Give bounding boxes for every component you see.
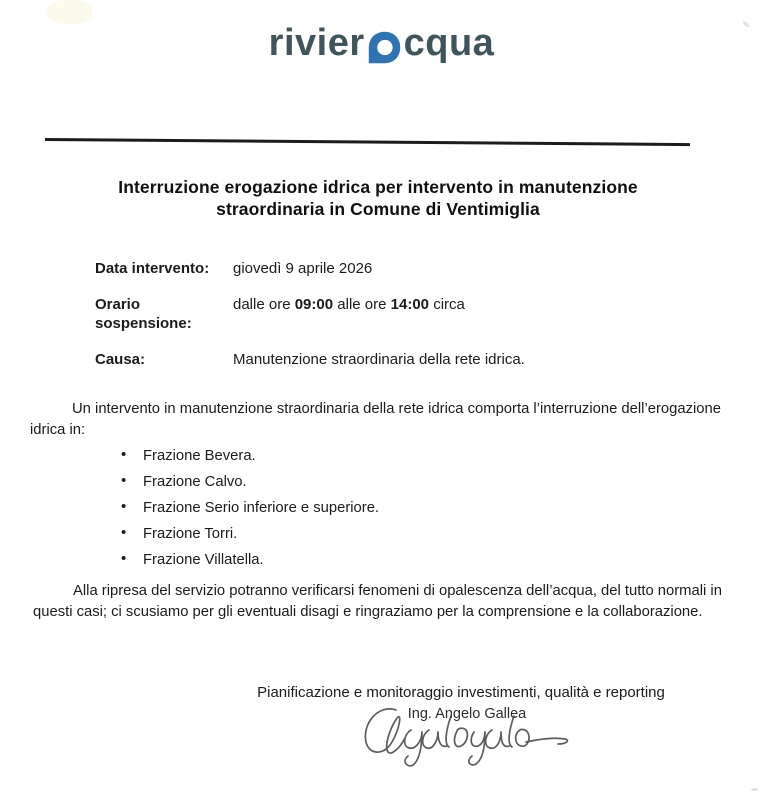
end-time: 14:00: [390, 296, 430, 313]
water-drop-a-icon: [366, 29, 403, 66]
bullet-icon: •: [121, 472, 127, 489]
bullet-icon: •: [121, 550, 127, 567]
field-label: Orario sospensione:: [95, 296, 192, 332]
field-row-causa: [95, 350, 525, 369]
value-text: circa: [433, 296, 465, 313]
closing-paragraph: Alla ripresa del servizio potranno verificarsi fenomeni di opalescenza dell’acqua, del tutto normali in questi casi; ci scusiamo per gli eventuali disagi e ringraziamo per la comprensione e la collaborazione.: [33, 583, 722, 620]
header-divider: [45, 138, 690, 146]
list-item-label: Frazione Serio inferiore e superiore.: [143, 500, 380, 516]
value-text: alle ore: [337, 296, 387, 313]
document-title: Interruzione erogazione idrica per intervento in manutenzione straordinaria in Comune di Ventimiglia: [118, 177, 638, 219]
field-value: Manutenzione straordinaria della rete idrica.: [233, 351, 525, 368]
value-text: dalle ore: [233, 296, 291, 313]
bullet-icon: •: [121, 524, 127, 541]
field-value: giovedì 9 aprile 2026: [233, 260, 373, 277]
list-item-label: Frazione Bevera.: [143, 448, 256, 464]
logo-text-before: rivier: [268, 22, 365, 64]
list-item-label: Frazione Torri.: [143, 526, 238, 542]
list-item: [121, 550, 379, 568]
details-section: [95, 259, 525, 386]
field-label: Causa:: [95, 351, 146, 368]
scan-artifact: [751, 788, 758, 791]
field-row-data-intervento: [95, 259, 525, 278]
intro-paragraph: Un intervento in manutenzione straordinaria della rete idrica comporta l’interruzione dell’erogazione idrica in:: [30, 401, 721, 438]
list-item: [121, 524, 379, 542]
list-item-label: Frazione Villatella.: [143, 552, 264, 568]
bullet-icon: •: [121, 446, 127, 463]
brand-logo: [0, 22, 763, 65]
list-item-label: Frazione Calvo.: [143, 474, 247, 490]
start-time: 09:00: [294, 296, 334, 313]
list-item: [121, 446, 379, 464]
field-value: [233, 295, 465, 333]
list-item: [121, 498, 380, 516]
signer-name: Ing. Angelo Gallea: [407, 706, 527, 722]
list-item: [121, 472, 379, 490]
field-row-orario-sospensione: [95, 295, 525, 333]
handwritten-signature-icon: [356, 698, 574, 768]
affected-areas-list: [121, 446, 380, 579]
field-label: Data intervento:: [95, 260, 210, 277]
logo-text-after: cqua: [403, 22, 495, 64]
scan-artifact: [46, 0, 92, 24]
department-line: Pianificazione e monitoraggio investimenti, qualità e reporting: [257, 684, 665, 701]
bullet-icon: •: [121, 498, 127, 515]
